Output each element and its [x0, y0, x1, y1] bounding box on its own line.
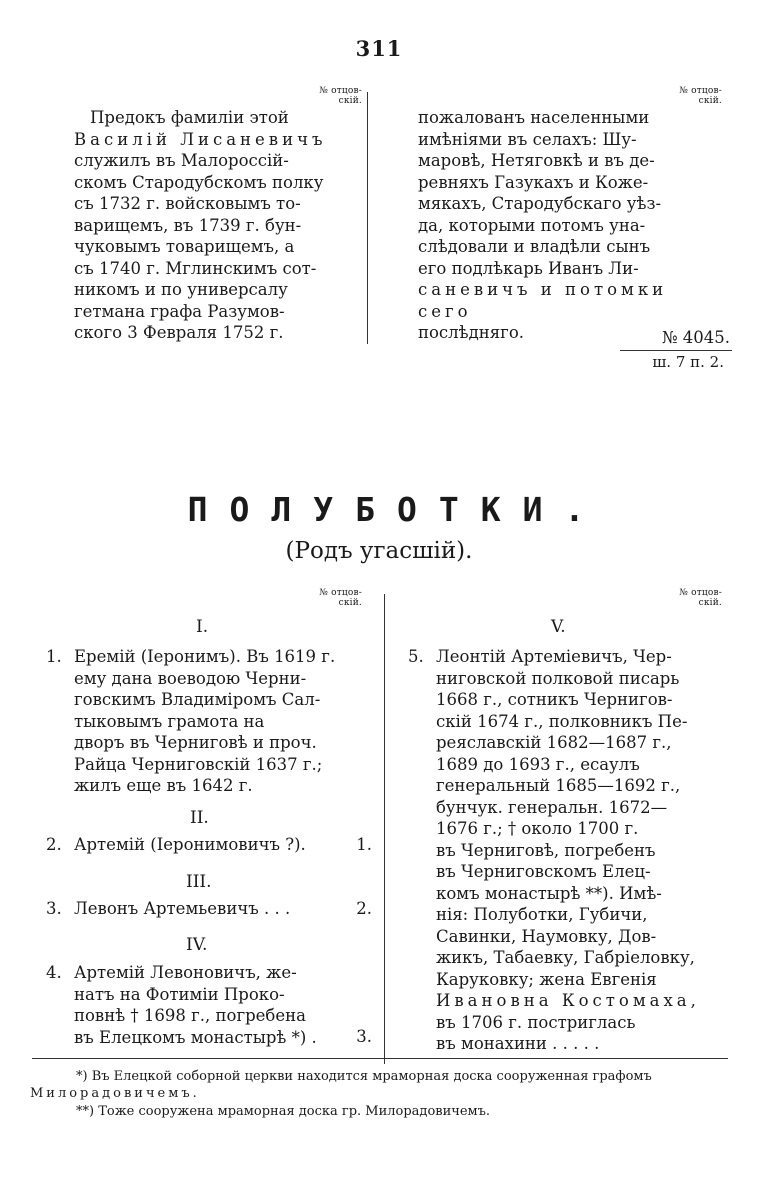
text-line: въ Черниговѣ, погребенъ	[436, 840, 656, 860]
text-line: ниговской полковой писарь	[436, 668, 680, 688]
text-line: пожалованъ населенными	[418, 108, 650, 127]
text-line: Леонтій Артеміевичъ, Чер-	[436, 647, 672, 666]
family-subtitle: (Родъ угасшій).	[285, 538, 473, 564]
family-title: ПОЛУБОТКИ.	[187, 490, 607, 529]
text-line: натъ на Фотиміи Проко-	[74, 984, 285, 1004]
text-line: жикъ, Табаевку, Габріеловку,	[436, 948, 695, 967]
genealogy-entry	[408, 646, 726, 1055]
text-line: комъ монастырѣ **). Имѣ-	[436, 883, 662, 903]
text-line: говскимъ Владиміромъ Сал-	[74, 690, 321, 709]
generation-heading: V.	[551, 617, 566, 637]
text-line: въ Черниговскомъ Елец-	[436, 862, 651, 881]
text-line: ему дана воеводою Черни-	[74, 668, 307, 688]
generation-heading: I.	[196, 617, 209, 637]
text-line: мякахъ, Стародубскаго уѣз-	[418, 194, 662, 213]
text-line: бунчук. генеральн. 1672—	[436, 797, 668, 817]
text-line: саневичъ и потомки сего	[418, 280, 668, 321]
entry-text: Артемій (Iеронимовичъ ?).	[74, 835, 306, 854]
text-line: 1676 г.; † около 1700 г.	[436, 819, 639, 838]
text-line: имѣніями въ селахъ: Шу-	[418, 129, 637, 149]
text-line: Ивановна Костомаха,	[436, 991, 700, 1010]
text-line: Василій Лисаневичъ	[74, 129, 327, 149]
column-label-right: № отцов- скій.	[679, 86, 722, 106]
column-label-left: № отцов- скій.	[319, 588, 362, 608]
parent-reference: 2.	[356, 899, 372, 918]
text-line: никомъ и по универсалу	[74, 280, 288, 299]
column-label-left: № отцов- скій.	[319, 86, 362, 106]
footnote-1-line-1: *) Въ Елецкой соборной церкви находится мраморная доска сооруженная графомъ	[76, 1069, 652, 1084]
reference-divider	[620, 350, 732, 351]
genealogy-entry	[46, 646, 374, 797]
text-line: варищемъ, въ 1739 г. бун-	[74, 215, 302, 235]
entry-number: 3.	[46, 899, 62, 918]
text-line: Савинки, Наумовку, Дов-	[436, 926, 657, 946]
text-line: повнѣ † 1698 г., погребена	[74, 1006, 306, 1025]
entry-number: 1.	[46, 647, 62, 666]
column-divider-bottom	[384, 594, 385, 1064]
reference-number: № 4045.	[661, 328, 730, 347]
text-line: въ 1706 г. постриглась	[436, 1012, 636, 1032]
entry-text: Левонъ Артемьевичъ . . .	[74, 899, 291, 918]
text-line: скомъ Стародубскомъ полку	[74, 172, 324, 192]
footnote-2: **) Тоже сооружена мраморная доска гр. Милорадовичемъ.	[76, 1104, 491, 1119]
genealogy-entry	[46, 962, 374, 1048]
text-line: Райца Черниговскій 1637 г.;	[74, 754, 323, 774]
entry-number: 2.	[46, 835, 62, 854]
text-line: ревняхъ Газукахъ и Коже-	[418, 172, 649, 192]
text-line: въ монахини . . . . .	[436, 1034, 600, 1053]
text-line: въ Елецкомъ монастырѣ *) .	[74, 1027, 317, 1047]
column-divider-top	[367, 92, 368, 344]
text-line: Предокъ фамиліи этой	[90, 108, 289, 127]
footnote-1-line-2: Милорадовичемъ.	[30, 1086, 200, 1101]
text-line: Артемій Левоновичъ, же-	[74, 963, 297, 982]
entry-number: 5.	[408, 647, 424, 666]
text-line: нія: Полуботки, Губичи,	[436, 905, 648, 924]
text-line: маровѣ, Нетяговкѣ и въ де-	[418, 151, 655, 170]
reference-location: ш. 7 п. 2.	[652, 353, 724, 371]
text-line: съ 1740 г. Мглинскимъ сот-	[74, 258, 317, 278]
footnote-divider	[32, 1058, 728, 1059]
page-number: 311	[355, 36, 403, 61]
generation-heading: III.	[186, 872, 212, 892]
text-line: 1689 до 1693 г., есаулъ	[436, 754, 640, 774]
text-line: дворъ въ Черниговѣ и проч.	[74, 733, 317, 752]
text-line: гетмана графа Разумов-	[74, 301, 285, 321]
generation-heading: II.	[190, 808, 209, 828]
parent-reference: 1.	[356, 835, 372, 854]
text-line: скій 1674 г., полковникъ Пе-	[436, 711, 688, 731]
text-line: его подлѣкарь Иванъ Ли-	[418, 258, 639, 278]
text-line: тыковымъ грамота на	[74, 711, 265, 731]
column-label-right: № отцов- скій.	[679, 588, 722, 608]
genealogy-entry	[46, 834, 374, 856]
text-line: генеральный 1685—1692 г.,	[436, 776, 681, 795]
parent-reference: 3.	[356, 1027, 372, 1046]
text-line: слѣдовали и владѣли сынъ	[418, 237, 651, 256]
text-line: Каруковку; жена Евгенія	[436, 969, 657, 989]
entry-number: 4.	[46, 963, 62, 982]
text-line: реяславскій 1682—1687 г.,	[436, 733, 672, 752]
genealogy-entry	[46, 898, 374, 920]
text-line: жилъ еще въ 1642 г.	[74, 776, 253, 795]
text-line: 1668 г., сотникъ Чернигов-	[436, 690, 673, 709]
generation-heading: IV.	[186, 935, 208, 955]
text-line: чуковымъ товарищемъ, а	[74, 237, 295, 256]
text-line: служилъ въ Малороссій-	[74, 151, 289, 170]
text-line: съ 1732 г. войсковымъ то-	[74, 194, 301, 213]
top-right-paragraph	[418, 107, 718, 344]
text-line: да, которыми потомъ уна-	[418, 215, 646, 235]
text-line: Еремій (Iеронимъ). Въ 1619 г.	[74, 647, 336, 666]
top-left-paragraph	[74, 107, 356, 344]
text-line: послѣдняго.	[418, 323, 524, 342]
text-line: ского 3 Февраля 1752 г.	[74, 323, 284, 342]
